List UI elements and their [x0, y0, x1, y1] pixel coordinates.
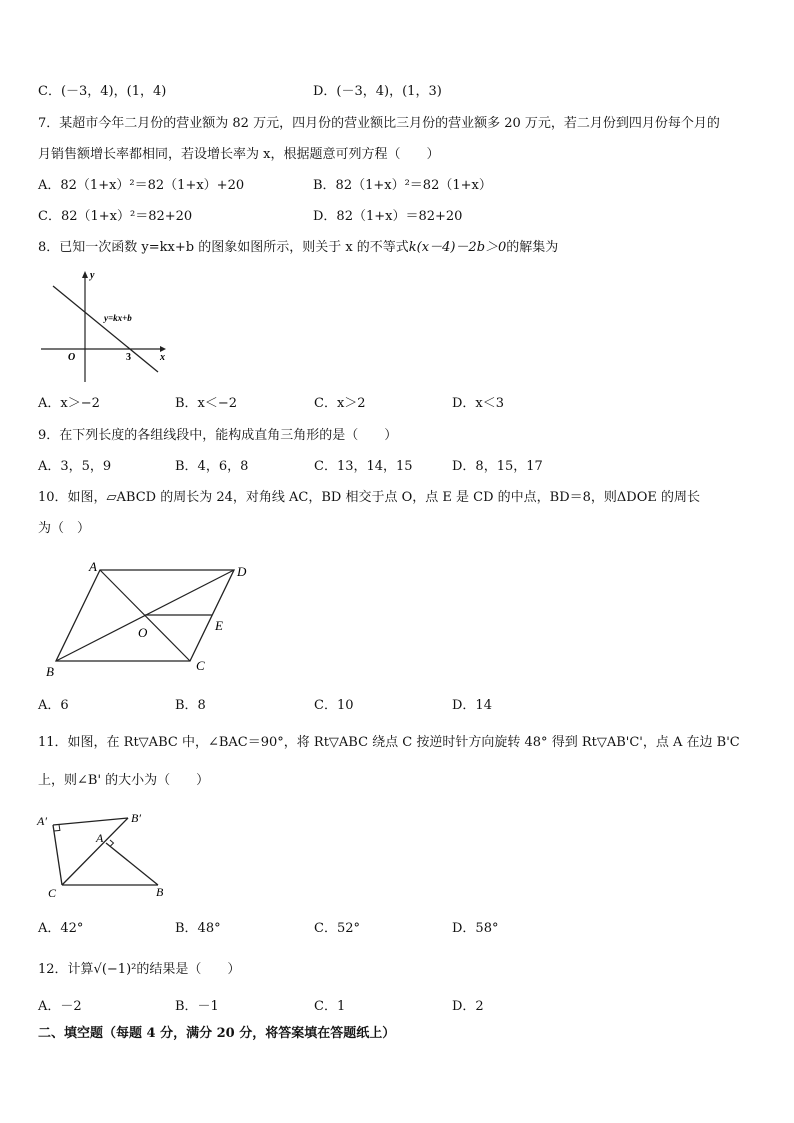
- y-axis-arrow-icon: [82, 271, 88, 278]
- label-o: O: [138, 625, 148, 640]
- q11-stem-line1: 11．如图，在 Rt▽ABC 中，∠BAC＝90°，将 Rt▽ABC 绕点 C 按逆时针方向旋转 48° 得到 Rt▽AB'C'，点 A 在边 B'C: [38, 735, 740, 750]
- label-c: C: [196, 658, 205, 673]
- q11-stem-line2: 上，则∠B' 的大小为（ ）: [38, 773, 210, 788]
- q11-option-c: C．52°: [314, 921, 360, 936]
- q9-option-b: B．4，6，8: [175, 459, 249, 474]
- q11-option-d: D．58°: [452, 921, 499, 936]
- q7-stem-line1: 7．某超市今年二月份的营业额为 82 万元，四月份的营业额比三月份的营业额多 20 万元，若二月份到四月份每个月的: [38, 116, 720, 131]
- q10-option-d: D．14: [452, 698, 492, 713]
- q9-option-c: C．13，14，15: [314, 459, 413, 474]
- q8-inequality: k(x－4)－2b＞0: [408, 240, 507, 255]
- q9-option-a: A．3，5，9: [38, 459, 112, 474]
- label-b: B: [46, 664, 54, 679]
- q11-option-a: A．42°: [38, 921, 84, 936]
- q12-option-b: B．－1: [175, 999, 219, 1014]
- q12-stem-tail: 的结果是（ ）: [136, 962, 241, 977]
- q8-stem-text: 8．已知一次函数 y=kx+b 的图象如图所示，则关于 x 的不等式: [38, 240, 409, 255]
- q10-parallelogram-figure: [44, 558, 264, 684]
- q7-option-c: C．82（1+x）²＝82+20: [38, 209, 193, 224]
- q8-option-c: C．x＞2: [314, 396, 366, 411]
- option-c: C．(－3，4)，(1，4): [38, 84, 167, 99]
- label-d: D: [237, 564, 247, 579]
- section-fill-in-heading: 二、填空题（每题 4 分，满分 20 分，将答案填在答题纸上）: [38, 1026, 396, 1041]
- q10-option-c: C．10: [314, 698, 354, 713]
- q8-option-b: B．x＜−2: [175, 396, 238, 411]
- line-label: y=kx+b: [104, 313, 132, 323]
- label-c: C: [48, 886, 57, 900]
- q10-stem-line2: 为（ ）: [38, 521, 91, 536]
- q12-option-c: C．1: [314, 999, 346, 1014]
- segment-cb1: [62, 818, 128, 885]
- q10-option-b: B．8: [175, 698, 206, 713]
- q9-option-d: D．8，15，17: [452, 459, 543, 474]
- segment-a1c: [53, 825, 62, 885]
- label-e: E: [215, 618, 223, 633]
- q12-stem-text: 12．计算: [38, 962, 94, 977]
- label-b: B: [156, 885, 164, 899]
- label-a: A: [89, 559, 97, 574]
- q12-radical: √(−1)²: [93, 962, 137, 977]
- q7-option-b: B．82（1+x）²＝82（1+x）: [313, 178, 492, 193]
- y-axis-label: y: [90, 270, 95, 281]
- q10-stem-line1: 10．如图，▱ABCD 的周长为 24，对角线 AC，BD 相交于点 O，点 E 是 CD 的中点，BD＝8，则ΔDOE 的周长: [38, 490, 700, 505]
- label-a: A: [96, 831, 104, 845]
- label-b-prime: B′: [131, 811, 141, 825]
- option-d: D．(－3，4)，(1，3): [313, 84, 442, 99]
- q8-stem-tail: 的解集为: [506, 240, 559, 255]
- q8-option-d: D．x＜3: [452, 396, 505, 411]
- origin-label: O: [68, 352, 76, 363]
- q12-option-a: A．－2: [38, 999, 82, 1014]
- q11-option-b: B．48°: [175, 921, 221, 936]
- right-angle-mark-a-icon: [110, 840, 114, 847]
- label-a-prime: A′: [37, 814, 47, 828]
- segment-a1b1: [53, 818, 128, 825]
- q12-option-d: D．2: [452, 999, 484, 1014]
- q11-rotation-figure: [36, 806, 186, 902]
- tick-3-label: 3: [126, 352, 131, 363]
- q8-function-graph: [36, 268, 176, 386]
- q12-stem: [38, 961, 240, 979]
- segment-ab: [106, 843, 158, 885]
- q7-option-a: A．82（1+x）²＝82（1+x）+20: [38, 178, 245, 193]
- q7-option-d: D．82（1+x）＝82+20: [313, 209, 463, 224]
- q7-stem-line2: 月销售额增长率都相同，若设增长率为 x，根据题意可列方程（ ）: [38, 147, 440, 162]
- q9-stem: 9．在下列长度的各组线段中，能构成直角三角形的是（ ）: [38, 428, 398, 443]
- q10-option-a: A．6: [38, 698, 69, 713]
- q8-option-a: A．x＞−2: [38, 396, 100, 411]
- x-axis-label: x: [160, 352, 165, 363]
- q8-stem: [38, 239, 558, 257]
